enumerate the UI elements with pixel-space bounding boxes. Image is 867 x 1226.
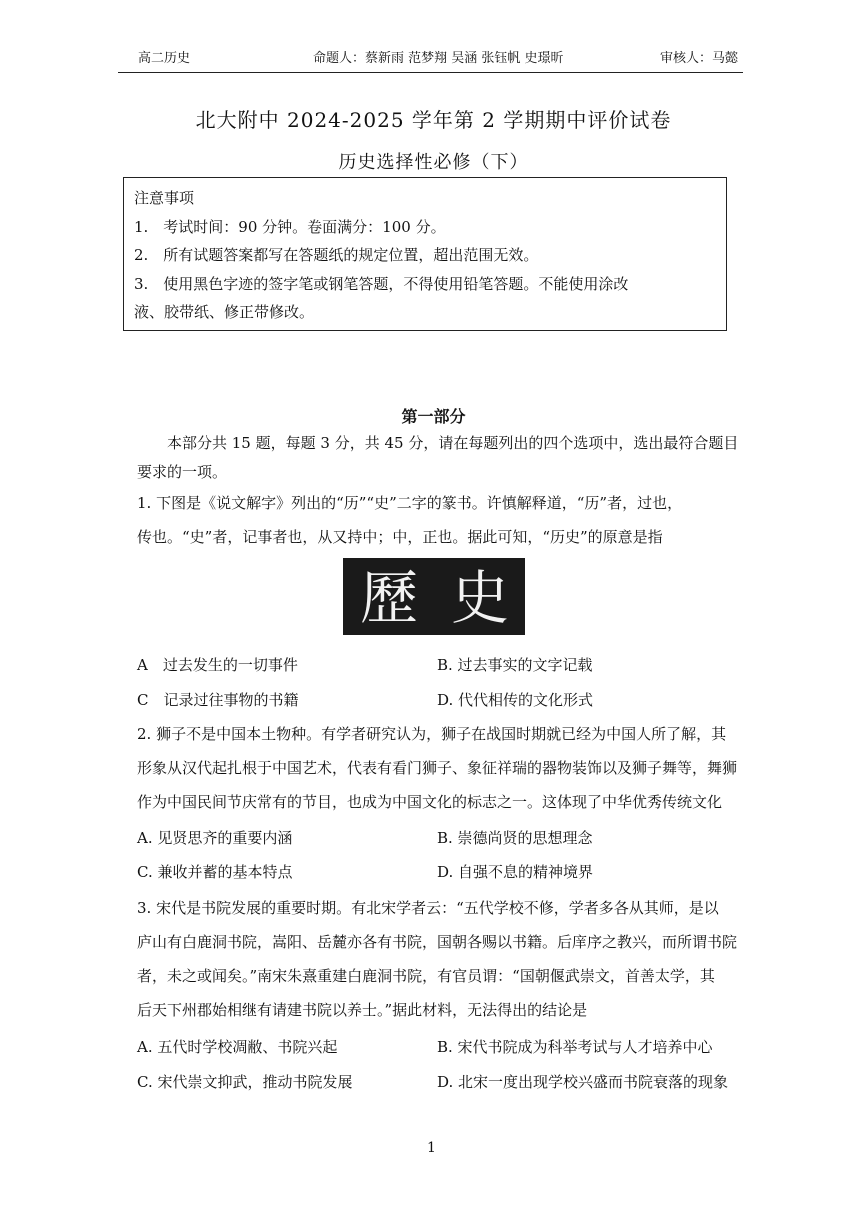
option-d: D. 自强不息的精神境界: [437, 863, 594, 881]
question-3-text: 庐山有白鹿洞书院，嵩阳、岳麓亦各有书院，国朝各赐以书籍。后庠序之教兴，而所谓书院: [137, 933, 738, 951]
section-intro: 本部分共 15 题，每题 3 分，共 45 分，请在每题列出的四个选项中，选出最符合题目: [167, 434, 739, 452]
option-b: B. 过去事实的文字记载: [437, 656, 593, 674]
header-divider: [118, 72, 743, 73]
option-b: B. 宋代书院成为科举考试与人才培养中心: [437, 1038, 713, 1056]
question-2-text: 2. 狮子不是中国本土物种。有学者研究认为，狮子在战国时期就已经为中国人所了解，其: [137, 725, 727, 743]
option-a: A 过去发生的一切事件: [137, 656, 298, 674]
notice-heading: 注意事项: [134, 189, 195, 207]
exam-title: 北大附中 2024-2025 学年第 2 学期期中评价试卷: [195, 108, 672, 132]
header-authors: 命题人：蔡新雨 范梦翔 吴涵 张钰帆 史璟昕: [313, 51, 564, 66]
exam-subtitle: 历史选择性必修（下）: [338, 152, 529, 173]
option-d: D. 北宋一度出现学校兴盛而书院衰落的现象: [437, 1073, 729, 1091]
option-a: A. 五代时学校凋敝、书院兴起: [137, 1038, 338, 1056]
header-subject: 高二历史: [138, 51, 191, 66]
option-b: B. 崇德尚贤的思想理念: [437, 829, 593, 847]
option-c: C. 兼收并蓄的基本特点: [137, 863, 293, 881]
seal-glyph-shi: [434, 558, 525, 635]
question-3-text: 后天下州郡始相继有请建书院以养士。”据此材料，无法得出的结论是: [137, 1001, 588, 1019]
page-number: 1: [427, 1140, 436, 1156]
section-intro: 要求的一项。: [137, 463, 228, 481]
question-1-text: 传也。“史”者，记事者也，从又持中；中，正也。据此可知，“历史”的原意是指: [137, 528, 663, 546]
seal-script-image: [343, 558, 525, 635]
notice-item: 2. 所有试题答案都写在答题纸的规定位置，超出范围无效。: [134, 246, 539, 264]
seal-glyph-shi-drawing: [440, 562, 520, 632]
svg-text:歷: 歷: [359, 563, 418, 632]
question-2-text: 作为中国民间节庆常有的节目，也成为中国文化的标志之一。这体现了中华优秀传统文化: [137, 793, 723, 811]
question-2-text: 形象从汉代起扎根于中国艺术，代表有看门狮子、象征祥瑞的器物装饰以及狮子舞等，舞狮: [137, 759, 738, 777]
notice-item: 3. 使用黑色字迹的签字笔或钢笔答题，不得使用铅笔答题。不能使用涂改: [134, 274, 629, 293]
seal-glyph-li-drawing: [349, 562, 429, 632]
question-3-text: 者，未之或闻矣。”南宋朱熹重建白鹿洞书院，有官员谓：“国朝偃武崇文，首善太学，其: [137, 967, 715, 985]
option-a: A. 见贤思齐的重要内涵: [137, 829, 293, 847]
section-title: 第一部分: [401, 407, 466, 426]
notice-item: 1. 考试时间：90 分钟。卷面满分：100 分。: [134, 217, 446, 236]
notice-box: [123, 177, 727, 331]
option-d: D. 代代相传的文化形式: [437, 691, 594, 709]
option-c: C 记录过往事物的书籍: [137, 691, 299, 709]
svg-text:史: 史: [450, 563, 509, 632]
question-3-text: 3. 宋代是书院发展的重要时期。有北宋学者云：“五代学校不修，学者多各从其师，是以: [137, 899, 719, 917]
notice-item: 液、胶带纸、修正带修改。: [134, 303, 315, 321]
seal-glyph-li: [343, 558, 434, 635]
header-reviewer: 审核人：马懿: [660, 51, 739, 66]
option-c: C. 宋代崇文抑武，推动书院发展: [137, 1073, 353, 1091]
question-1-text: 1. 下图是《说文解字》列出的“历”“史”二字的篆书。许慎解释道，“历”者，过也，: [137, 494, 683, 512]
